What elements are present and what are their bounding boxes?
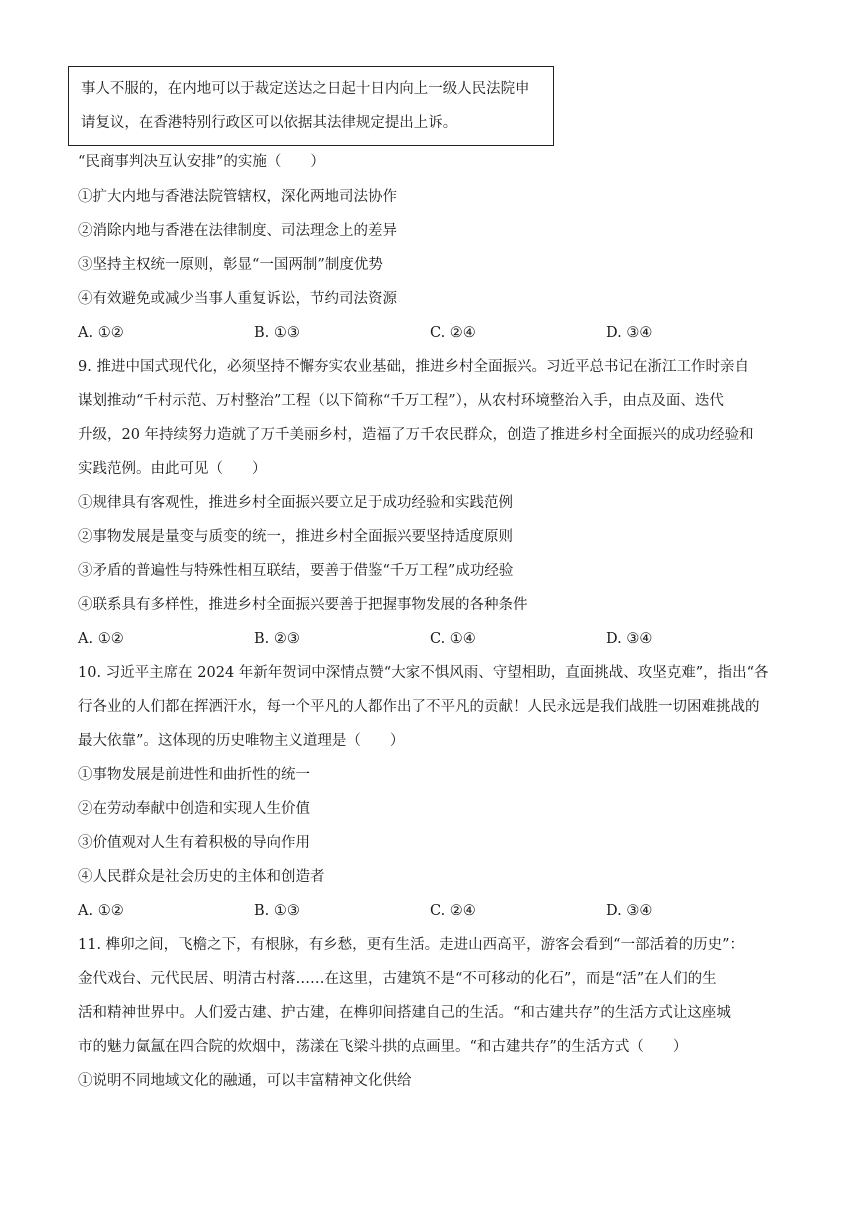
q8-item-3: ③坚持主权统一原则，彰显“一国两制”制度优势 xyxy=(78,257,383,273)
q8-item-1: ①扩大内地与香港法院管辖权，深化两地司法协作 xyxy=(78,189,397,205)
q10-item-4: ④人民群众是社会历史的主体和创造者 xyxy=(78,869,325,885)
q9-stem-line-2: 谋划推动“千村示范、万村整治”工程（以下简称“千万工程”），从农村环境整治入手，由点及面、迭代 xyxy=(78,393,724,409)
q9-option-d: D. ③④ xyxy=(606,631,653,647)
q10-item-1: ①事物发展是前进性和曲折性的统一 xyxy=(78,767,310,783)
q10-option-d: D. ③④ xyxy=(606,903,653,919)
q11-stem-line-2: 金代戏台、元代民居、明清古村落……在这里，古建筑不是“不可移动的化石”，而是“活”在人们的生 xyxy=(78,971,717,987)
q9-stem-line-4: 实践范例。由此可见（ ） xyxy=(78,461,267,477)
q9-item-4: ④联系具有多样性，推进乡村全面振兴要善于把握事物发展的各种条件 xyxy=(78,597,528,613)
q9-stem-line-3: 升级，20 年持续努力造就了万千美丽乡村，造福了万千农民群众，创造了推进乡村全面振兴的成功经验和 xyxy=(78,427,754,443)
q10-option-b: B. ①③ xyxy=(254,903,300,919)
q8-option-a: A. ①② xyxy=(78,325,124,341)
q9-option-a: A. ①② xyxy=(78,631,124,647)
material-box xyxy=(68,66,554,146)
q8-option-c: C. ②④ xyxy=(430,325,476,341)
q8-item-4: ④有效避免或减少当事人重复诉讼，节约司法资源 xyxy=(78,291,397,307)
q9-item-2: ②事物发展是量变与质变的统一，推进乡村全面振兴要坚持适度原则 xyxy=(78,529,513,545)
q10-item-3: ③价值观对人生有着积极的导向作用 xyxy=(78,835,310,851)
q8-item-2: ②消除内地与香港在法律制度、司法理念上的差异 xyxy=(78,223,397,239)
material-line-1: 事人不服的，在内地可以于裁定送达之日起十日内向上一级人民法院申 xyxy=(81,81,530,97)
q11-stem-line-1: 11. 榫卯之间，飞檐之下，有根脉，有乡愁，更有生活。走进山西高平，游客会看到“一部活着的历史”： xyxy=(78,937,744,953)
q10-item-2: ②在劳动奉献中创造和实现人生价值 xyxy=(78,801,310,817)
q9-stem-line-1: 9. 推进中国式现代化，必须坚持不懈夯实农业基础，推进乡村全面振兴。习近平总书记在浙江工作时亲自 xyxy=(78,359,749,375)
q8-option-d: D. ③④ xyxy=(606,325,653,341)
q8-stem: “民商事判决互认安排”的实施（ ） xyxy=(78,154,325,170)
q11-stem-line-4: 市的魅力氤氲在四合院的炊烟中，荡漾在飞梁斗拱的点画里。“和古建共存”的生活方式（ ） xyxy=(78,1039,688,1055)
q10-option-c: C. ②④ xyxy=(430,903,476,919)
q8-option-b: B. ①③ xyxy=(254,325,300,341)
q11-stem-line-3: 活和精神世界中。人们爱古建、护古建，在榫卯间搭建自己的生活。“和古建共存”的生活方式让这座城 xyxy=(78,1005,731,1021)
q10-stem-line-2: 行各业的人们都在挥洒汗水，每一个平凡的人都作出了不平凡的贡献！人民永远是我们战胜一切困难挑战的 xyxy=(78,699,760,715)
q9-item-3: ③矛盾的普遍性与特殊性相互联结，要善于借鉴“千万工程”成功经验 xyxy=(78,563,514,579)
q11-item-1: ①说明不同地域文化的融通，可以丰富精神文化供给 xyxy=(78,1073,412,1089)
q9-option-c: C. ①④ xyxy=(430,631,476,647)
q10-option-a: A. ①② xyxy=(78,903,124,919)
material-line-2: 请复议，在香港特别行政区可以依据其法律规定提出上诉。 xyxy=(81,115,458,131)
q9-option-b: B. ②③ xyxy=(254,631,300,647)
q10-stem-line-3: 最大依靠”。这体现的历史唯物主义道理是（ ） xyxy=(78,733,405,749)
q10-stem-line-1: 10. 习近平主席在 2024 年新年贺词中深情点赞“大家不惧风雨、守望相助，直面挑战、攻坚克难”，指出“各 xyxy=(78,665,769,681)
q9-item-1: ①规律具有客观性，推进乡村全面振兴要立足于成功经验和实践范例 xyxy=(78,495,513,511)
